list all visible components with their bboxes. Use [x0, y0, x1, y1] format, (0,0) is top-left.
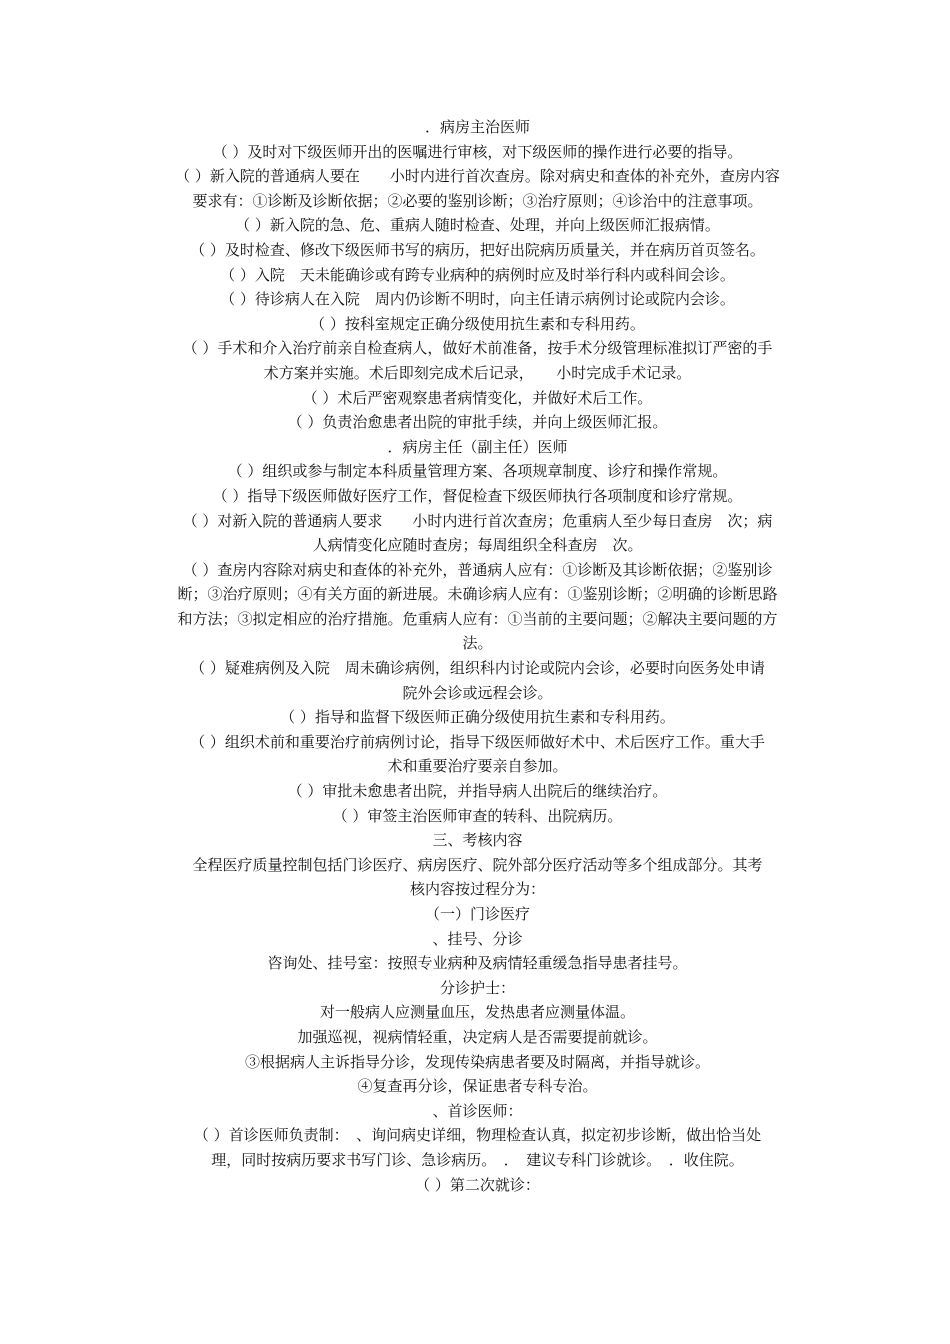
- text-line: （ ）负责治愈患者出院的审批手续，并向上级医师汇报。: [287, 413, 668, 432]
- text-line: （ ）术后严密观察患者病情变化，并做好术后工作。: [302, 388, 653, 407]
- text-line: （ ）对新入院的普通病人要求 小时内进行首次查房；危重病人至少每日查房 次；病: [182, 511, 773, 530]
- section-heading: 三、考核内容: [432, 831, 523, 850]
- subsection-heading: 、首诊医师：: [432, 1101, 523, 1120]
- text-line: 分诊护士：: [439, 978, 515, 997]
- text-line: 对一般病人应测量血压，发热患者应测量体温。: [319, 1003, 635, 1022]
- text-line: （ ）疑难病例及入院 周未确诊病例，组织科内讨论或院内会诊，必要时向医务处申请: [190, 659, 765, 678]
- text-line: 加强巡视，视病情轻重，决定病人是否需要提前就诊。: [297, 1027, 658, 1046]
- text-line: （ ）审签主治医师审查的转科、出院病历。: [332, 806, 623, 825]
- text-line: （ ）按科室规定正确分级使用抗生素和专科用药。: [310, 314, 645, 333]
- text-line: 要求有：①诊断及诊断依据；②必要的鉴别诊断；③治疗原则；④诊治中的注意事项。: [192, 191, 763, 210]
- text-line: 人病情变化应随时查房；每周组织全科查房 次。: [312, 536, 643, 555]
- text-line: 和方法；③拟定相应的治疗措施。危重病人应有：①当前的主要问题；②解决主要问题的方: [177, 609, 778, 628]
- text-line: 全程医疗质量控制包括门诊医疗、病房医疗、院外部分医疗活动等多个组成部分。其考: [192, 855, 763, 874]
- text-line: 术和重要治疗要亲自参加。: [387, 757, 568, 776]
- text-line: （ ）手术和介入治疗前亲自检查病人，做好术前准备，按手术分级管理标准拟订严密的手: [182, 339, 773, 358]
- text-line: （ ）组织术前和重要治疗前病例讨论，指导下级医师做好术中、术后医疗工作。重大手: [190, 732, 765, 751]
- text-line: 法。: [462, 634, 493, 653]
- text-line: 理，同时按病历要求书写门诊、急诊病历。 ． 建议专科门诊就诊。 ．收住院。: [211, 1150, 744, 1169]
- section-heading: ．病房主任（副主任）医师: [387, 437, 568, 456]
- text-line: （ ）待诊病人在入院 周内仍诊断不明时，向主任请示病例讨论或院内会诊。: [220, 290, 735, 309]
- section-heading: （一）门诊医疗: [424, 905, 530, 923]
- text-line: （ ）新入院的急、危、重病人随时检查、处理，并向上级医师汇报病情。: [235, 216, 720, 235]
- text-line: （ ）指导下级医师做好医疗工作，督促检查下级医师执行各项制度和诊疗常规。: [212, 486, 743, 505]
- text-line: （ ）查房内容除对病史和查体的补充外，普通病人应有：①诊断及其诊断依据；②鉴别诊: [182, 560, 773, 579]
- text-line: 断；③治疗原则；④有关方面的新进展。未确诊病人应有：①鉴别诊断；②明确的诊断思路: [177, 585, 778, 604]
- section-heading: ．病房主治医师: [424, 118, 530, 136]
- text-line: 院外会诊或远程会诊。: [402, 683, 553, 702]
- text-line: （ ）及时对下级医师开出的医嘱进行审核，对下级医师的操作进行必要的指导。: [212, 142, 743, 161]
- document-body: [145, 115, 810, 1197]
- subsection-heading: 、挂号、分诊: [432, 929, 523, 948]
- text-line: （ ）组织或参与制定本科质量管理方案、各项规章制度、诊疗和操作常规。: [227, 462, 728, 481]
- text-line: ③根据病人主诉指导分诊，发现传染病患者要及时隔离，并指导就诊。: [244, 1052, 710, 1071]
- text-line: 术方案并实施。术后即刻完成术后记录， 小时完成手术记录。: [263, 363, 692, 382]
- text-line: 核内容按过程分为：: [409, 880, 545, 899]
- text-line: （ ）入院 天未能确诊或有跨专业病种的病例时应及时举行科内或科间会诊。: [220, 265, 735, 284]
- text-line: （ ）及时检查、修改下级医师书写的病历，把好出院病历质量关，并在病历首页签名。: [190, 240, 765, 259]
- text-line: （ ）指导和监督下级医师正确分级使用抗生素和专科用药。: [280, 708, 675, 727]
- text-line: ④复查再分诊，保证患者专科专治。: [357, 1077, 598, 1096]
- text-line: （ ）首诊医师负责制： 、询问病史详细，物理检查认真，拟定初步诊断，做出恰当处: [193, 1126, 762, 1145]
- text-line: （ ）第二次就诊：: [415, 1175, 540, 1194]
- text-line: 咨询处、挂号室：按照专业病种及病情轻重缓急指导患者挂号。: [267, 954, 688, 973]
- text-line: （ ）新入院的普通病人要在 小时内进行首次查房。除对病史和查体的补充外，查房内容: [175, 167, 780, 186]
- text-line: （ ）审批未愈患者出院，并指导病人出院后的继续治疗。: [287, 782, 668, 801]
